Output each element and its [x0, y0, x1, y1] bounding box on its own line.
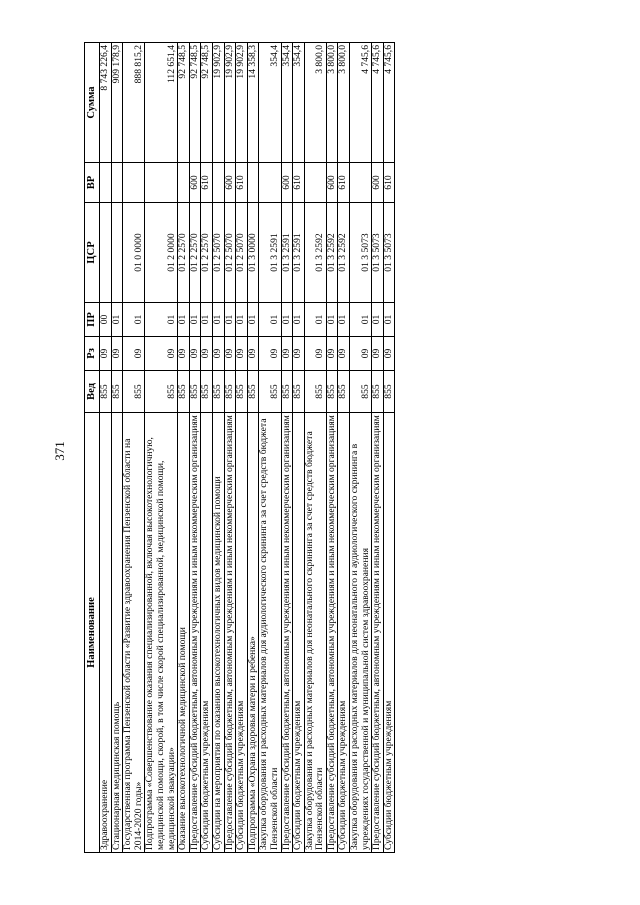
page-number: 371: [52, 441, 67, 461]
cell-name: Предоставление субсидий бюджетным, автономным учреждениям и иным некоммерческим организациям: [281, 413, 293, 853]
cell-vr: 610: [236, 163, 248, 203]
cell-pr: 01: [326, 303, 338, 337]
cell-sum: 4 745,6: [372, 43, 384, 163]
cell-ved: 855: [100, 371, 112, 413]
cell-name: Субсидии бюджетным учреждениям: [383, 413, 395, 853]
cell-ved: 855: [326, 371, 338, 413]
cell-rz: 09: [224, 337, 236, 371]
cell-rz: 09: [383, 337, 395, 371]
cell-pr: 01: [178, 303, 190, 337]
cell-name: Стационарная медицинская помощь: [111, 413, 123, 853]
cell-pr: 01: [247, 303, 259, 337]
cell-name: Закупка оборудования и расходных материалов для неонатального и аудиологического скрининга в учреждениях государственной и муниципальной систем здравоохранения: [350, 413, 372, 853]
cell-pr: 01: [201, 303, 213, 337]
cell-pr: 01: [145, 303, 178, 337]
cell-sum: 3 800,0: [338, 43, 350, 163]
cell-pr: 01: [236, 303, 248, 337]
cell-pr: 01: [293, 303, 305, 337]
header-csr: ЦСР: [85, 203, 100, 303]
table-row: [224, 43, 236, 853]
cell-csr: 01 3 2592: [338, 203, 350, 303]
table-row: [350, 43, 372, 853]
cell-ved: 855: [224, 371, 236, 413]
cell-ved: 855: [281, 371, 293, 413]
cell-ved: 855: [338, 371, 350, 413]
cell-sum: 888 815,2: [123, 43, 145, 163]
cell-vr: 600: [372, 163, 384, 203]
cell-sum: 4 745,6: [383, 43, 395, 163]
cell-csr: [100, 203, 112, 303]
cell-csr: 01 3 0000: [247, 203, 259, 303]
table-row: [212, 43, 224, 853]
cell-rz: 09: [189, 337, 201, 371]
cell-sum: 354,4: [259, 43, 281, 163]
cell-rz: 09: [111, 337, 123, 371]
table-row: [123, 43, 145, 853]
cell-vr: [247, 163, 259, 203]
cell-sum: 92 748,5: [201, 43, 213, 163]
cell-pr: 01: [383, 303, 395, 337]
table-row: [304, 43, 326, 853]
cell-ved: 855: [189, 371, 201, 413]
cell-csr: 01 2 2570: [178, 203, 190, 303]
cell-pr: 01: [281, 303, 293, 337]
cell-name: Предоставление субсидий бюджетным, автономным учреждениям и иным некоммерческим организациям: [326, 413, 338, 853]
cell-csr: 01 3 2591: [281, 203, 293, 303]
cell-rz: 09: [201, 337, 213, 371]
cell-ved: 855: [201, 371, 213, 413]
cell-vr: [111, 163, 123, 203]
cell-pr: 01: [304, 303, 326, 337]
table-row: [247, 43, 259, 853]
table-row: [293, 43, 305, 853]
table-row: [100, 43, 112, 853]
cell-name: Подпрограмма «Охрана здоровья матери и ребенка»: [247, 413, 259, 853]
cell-ved: 855: [383, 371, 395, 413]
cell-pr: 01: [123, 303, 145, 337]
header-sum: Сумма: [85, 43, 100, 163]
cell-name: Субсидии бюджетным учреждениям: [236, 413, 248, 853]
cell-ved: 855: [247, 371, 259, 413]
cell-sum: 3 800,0: [304, 43, 326, 163]
cell-name: Закупка оборудования и расходных материалов для аудиологического скрининга за счет средств бюджета Пензенской области: [259, 413, 281, 853]
cell-ved: 855: [304, 371, 326, 413]
cell-rz: 09: [350, 337, 372, 371]
cell-csr: 01 2 5070: [212, 203, 224, 303]
cell-pr: 01: [111, 303, 123, 337]
cell-ved: 855: [178, 371, 190, 413]
cell-ved: 855: [212, 371, 224, 413]
cell-name: Предоставление субсидий бюджетным, автономным учреждениям и иным некоммерческим организациям: [224, 413, 236, 853]
cell-sum: 14 358,3: [247, 43, 259, 163]
cell-sum: 92 748,5: [178, 43, 190, 163]
cell-vr: 600: [224, 163, 236, 203]
cell-csr: 01 3 2591: [293, 203, 305, 303]
cell-ved: 855: [236, 371, 248, 413]
cell-vr: [304, 163, 326, 203]
cell-vr: [178, 163, 190, 203]
cell-csr: 01 3 5073: [350, 203, 372, 303]
cell-csr: 01 0 0000: [123, 203, 145, 303]
table-row: [383, 43, 395, 853]
cell-rz: 09: [281, 337, 293, 371]
cell-ved: 855: [350, 371, 372, 413]
cell-csr: 01 3 2592: [326, 203, 338, 303]
header-name: Наименование: [85, 413, 100, 853]
header-rz: Рз: [85, 337, 100, 371]
cell-rz: 09: [247, 337, 259, 371]
cell-name: Субсидии бюджетным учреждениям: [201, 413, 213, 853]
cell-ved: 855: [293, 371, 305, 413]
cell-vr: [100, 163, 112, 203]
header-vr: ВР: [85, 163, 100, 203]
cell-pr: 01: [350, 303, 372, 337]
cell-rz: 09: [123, 337, 145, 371]
cell-csr: 01 2 2570: [201, 203, 213, 303]
cell-vr: 610: [201, 163, 213, 203]
cell-rz: 09: [236, 337, 248, 371]
table-body: [100, 43, 395, 853]
cell-csr: 01 2 5070: [224, 203, 236, 303]
cell-pr: 01: [224, 303, 236, 337]
cell-rz: 09: [259, 337, 281, 371]
cell-rz: 09: [178, 337, 190, 371]
cell-pr: 00: [100, 303, 112, 337]
cell-sum: 112 651,4: [145, 43, 178, 163]
cell-vr: 600: [189, 163, 201, 203]
cell-vr: [212, 163, 224, 203]
cell-pr: 01: [259, 303, 281, 337]
cell-name: Предоставление субсидий бюджетным, автономным учреждениям и иным некоммерческим организациям: [372, 413, 384, 853]
table-row: [372, 43, 384, 853]
table-header-row: [85, 43, 100, 853]
cell-rz: 09: [372, 337, 384, 371]
cell-csr: 01 2 2570: [189, 203, 201, 303]
cell-sum: 354,4: [293, 43, 305, 163]
cell-csr: 01 3 5073: [383, 203, 395, 303]
cell-name: Государственная программа Пензенской области «Развитие здравоохранения Пензенской области на 2014-2020 годы»: [123, 413, 145, 853]
cell-vr: [350, 163, 372, 203]
table-row: [259, 43, 281, 853]
cell-sum: 3 800,0: [326, 43, 338, 163]
budget-table-container: [84, 43, 395, 853]
cell-rz: 09: [304, 337, 326, 371]
cell-name: Предоставление субсидий бюджетным, автономным учреждениям и иным некоммерческим организациям: [189, 413, 201, 853]
cell-rz: 09: [326, 337, 338, 371]
table-row: [236, 43, 248, 853]
table-row: [178, 43, 190, 853]
cell-name: Подпрограмма «Совершенствование оказания специализированной, включая высокотехнологичную, медицинской помощи, скорой, в том числе скорой специализированной, медицинской помощи, медицинской эвакуации»: [145, 413, 178, 853]
cell-csr: 01 2 0000: [145, 203, 178, 303]
cell-rz: 09: [145, 337, 178, 371]
header-pr: ПР: [85, 303, 100, 337]
table-row: [201, 43, 213, 853]
cell-ved: 855: [145, 371, 178, 413]
cell-vr: [259, 163, 281, 203]
table-row: [111, 43, 123, 853]
cell-sum: 8 743 226,4: [100, 43, 112, 163]
cell-ved: 855: [123, 371, 145, 413]
cell-ved: 855: [259, 371, 281, 413]
cell-sum: 354,4: [281, 43, 293, 163]
cell-sum: 19 902,9: [224, 43, 236, 163]
cell-name: Субсидии бюджетным учреждениям: [293, 413, 305, 853]
header-ved: Вед: [85, 371, 100, 413]
cell-vr: [145, 163, 178, 203]
cell-sum: 909 178,9: [111, 43, 123, 163]
cell-sum: 19 902,9: [236, 43, 248, 163]
cell-csr: 01 2 5070: [236, 203, 248, 303]
cell-csr: 01 3 5073: [372, 203, 384, 303]
cell-sum: 4 745,6: [350, 43, 372, 163]
table-row: [189, 43, 201, 853]
cell-csr: [111, 203, 123, 303]
cell-rz: 09: [100, 337, 112, 371]
cell-vr: 610: [293, 163, 305, 203]
cell-sum: 19 902,9: [212, 43, 224, 163]
cell-name: Оказание высокотехнологичной медицинской помощи: [178, 413, 190, 853]
cell-name: Здравоохранение: [100, 413, 112, 853]
table-row: [326, 43, 338, 853]
cell-name: Закупка оборудования и расходных материалов для неонатального скрининга за счет средств бюджета Пензенской области: [304, 413, 326, 853]
cell-pr: 01: [338, 303, 350, 337]
cell-rz: 09: [293, 337, 305, 371]
cell-name: Субсидии на мероприятия по оказанию высокотехнологичных видов медицинской помощи: [212, 413, 224, 853]
cell-pr: 01: [372, 303, 384, 337]
cell-ved: 855: [372, 371, 384, 413]
budget-table: [84, 42, 395, 853]
cell-vr: 610: [338, 163, 350, 203]
cell-ved: 855: [111, 371, 123, 413]
table-row: [338, 43, 350, 853]
cell-vr: 610: [383, 163, 395, 203]
cell-csr: 01 3 2592: [304, 203, 326, 303]
cell-vr: 600: [281, 163, 293, 203]
table-row: [145, 43, 178, 853]
cell-vr: 600: [326, 163, 338, 203]
cell-pr: 01: [212, 303, 224, 337]
table-row: [281, 43, 293, 853]
cell-vr: [123, 163, 145, 203]
cell-rz: 09: [212, 337, 224, 371]
cell-csr: 01 3 2591: [259, 203, 281, 303]
cell-rz: 09: [338, 337, 350, 371]
cell-name: Субсидии бюджетным учреждениям: [338, 413, 350, 853]
cell-sum: 92 748,5: [189, 43, 201, 163]
cell-pr: 01: [189, 303, 201, 337]
